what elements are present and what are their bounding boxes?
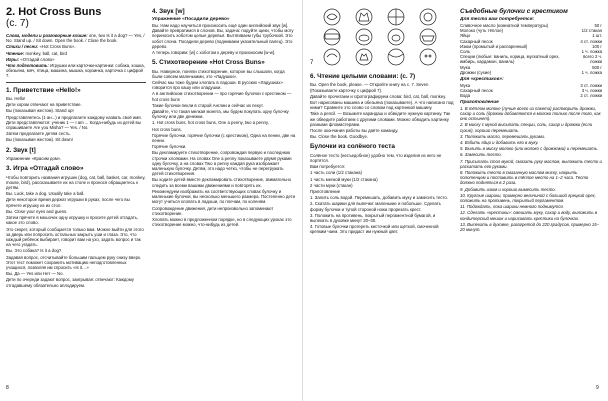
picture-grid-illustration xyxy=(316,7,444,69)
recipe-subtitle: Для теста вам потребуется: xyxy=(460,17,535,23)
ingredient-name: Яйцо xyxy=(460,33,471,39)
intro-text: monkey, ball, cat, bird xyxy=(25,50,67,56)
preparation-step: 4. Взбить яйцо и добавить его в муку. xyxy=(460,140,539,146)
section-line: Солёное тесто (несъедобное) удобно тем, что изделия из него не портятся. xyxy=(310,152,442,164)
section-line: 3. Положить на противень, покрытый пергаментной бумагой, и выпекать в духовке минут 20–30. xyxy=(310,212,436,224)
section-line: Затем предлагаете детям сесть. xyxy=(6,131,71,137)
lesson-title: 2. Hot Cross Buns xyxy=(6,6,102,18)
right-column-2 xyxy=(460,4,602,233)
section-line: А в английском стихотворении — про горячие булочки с крестиком — hot cross buns xyxy=(152,91,292,102)
intro-line xyxy=(6,63,146,79)
section-line: Take a pencil. — Возьмите карандаш и обведите нужную картинку. Так же обведите работаем с другими словами. Можно обводить картинку разными фломастерами. xyxy=(310,111,451,127)
preparation-title: Приготовление xyxy=(460,100,499,106)
ingredient-name: Молоко (чуть тёплое) xyxy=(460,28,504,34)
section-line: Вы. Это собака? Is it a dog? xyxy=(6,248,62,254)
left-page-number: 8 xyxy=(6,385,9,391)
ingredient-qty: 3 ст. ложки xyxy=(580,82,602,88)
section-line: Вы. Look, take a dog. Usually take a ball. xyxy=(6,191,85,197)
bird-picture xyxy=(324,9,340,25)
intro-text: one, two Is it a dog? — Yes, / No. Stand up. / Sit down. Open the book. / Close the book. xyxy=(6,33,145,44)
left-column-1 xyxy=(6,4,146,289)
intro-line xyxy=(6,33,146,43)
preparation-step: 11. Подождать, пока шарики немного поднимутся. xyxy=(460,204,564,210)
section-line: Давайте, что такая мелкая монета, мы будем покупать одну булочку булочку или две денежки. xyxy=(152,109,289,120)
ingredient-name: Сахарный песок xyxy=(460,38,493,44)
section-line: Вы ходите детей вместе декламировать стихотворение, звимательно следить за всеми вашими движениями и повторять их. xyxy=(152,177,292,188)
section-line: Горячие булочки. xyxy=(152,144,187,150)
left-sections xyxy=(6,87,146,288)
section-line: Вы. Open the book, please. — Откройте книгу на с. 7. Seven (Показываете карточку с цифрой 7). xyxy=(310,82,429,93)
section-title: 3. Игра «Отгадай слово» xyxy=(6,165,84,173)
preparation-step: 9. Добавить изюм и хорошо вымесить тесто. xyxy=(460,186,556,192)
ingredient-name: Сахарный песок xyxy=(460,87,493,93)
section-line: 2 части муки (стакан) xyxy=(310,182,353,188)
preparation-steps xyxy=(460,106,602,232)
right-column-1 xyxy=(310,4,454,236)
section-line: Такие булочки пекли в старой Англии и сейчас их пекут. xyxy=(152,102,264,108)
ingredient-name: Сливочное масло (комнатной температуры) xyxy=(460,23,549,28)
section-line: Чтобы повторить названия игрушек (dog, cat, ball, basket, car, monkey, mouse, bird), рассказываете их на столе и пронося обращаетесь к детям. xyxy=(6,174,146,191)
right-page xyxy=(310,4,602,392)
ingredient-name: Мука xyxy=(460,82,471,88)
preparation-step: 13. Выпекать в духовке, разогретой до 220 градусов, примерно 15–20 минут. xyxy=(460,221,600,233)
right-page-number: 9 xyxy=(596,385,599,391)
section-subtitle: Упражнение «Посадили дерево» xyxy=(152,17,230,23)
word-picture-grid xyxy=(310,7,454,69)
section-line: 1 часть соли (1/2 стакана) xyxy=(310,170,362,176)
intro-label: Стихи / песни: xyxy=(6,44,39,50)
preparation-step: 1. В тёплом молоке (лучше всего из пакета) растворить дрожжи, сахар и соль (дрожжи добавляются в молоко только после того, как оно остынет). xyxy=(460,105,601,122)
section-line: Вы. Close your eyes and guess. xyxy=(6,208,68,214)
ingredient-name: Мука xyxy=(460,64,471,70)
section-line: Это секрет, который сообщается только вам. Можно выйти для этого за дверь или попросить остальных закрыть уши и глаза. Это, что каждый ребёнок выбирает, говорит вам на ухо, задать вопрос и так на чего угадать. xyxy=(6,226,144,248)
lesson-page-ref: (с. 7) xyxy=(6,18,29,29)
lesson-intro xyxy=(6,33,146,79)
ingredient-qty: всего 2 ч. ложки xyxy=(583,54,602,65)
ingredient-qty: 3 ч. ложки xyxy=(581,87,602,93)
section-line: 1. Hot cross buns, hot cross buns, One a penny, two a penny, xyxy=(152,120,269,126)
ingredient-qty: 2 ст. ложки xyxy=(580,93,602,99)
section-line: Вы. Close the book. Goodbye. xyxy=(310,134,369,140)
ingredient-name: Дрожжи (сухие) xyxy=(460,69,492,75)
ingredient-name: Изюм (промытый и распаренный) xyxy=(460,43,528,49)
divider xyxy=(6,82,146,83)
section-line: Вам потребуется: xyxy=(310,164,346,170)
section-line: Вы. Наверное, поняли стихотворение, которое вы слышали, когда были совсем маленькими, это «Ладушки». xyxy=(152,68,285,79)
section-line: Вы. Да — Yes или Нет — No. xyxy=(6,271,64,277)
section-line: Приготовление xyxy=(310,189,341,195)
car-picture xyxy=(324,29,340,45)
section-line: Задавая вопрос, отсчитывайте большим пальцем руку снизу вверх. Этот тест поможет сохранить мотивацию неподготовленных учащихся, позволяя им спросить «Is it…» xyxy=(6,254,142,270)
section-line: Вы. Нам надо научиться произносить ещё один английский звук [w]. Давайте превратимся в слонов. Вы, задача: подуйте щеки, чтобы могу периносить хоботом целые деревья. Вытягиваем губы трубочкой. Это хобот слона. Посадили дерево (поднимаем указательный палец). Это дерево. xyxy=(152,23,294,49)
preparation-step: 3. Положить масло, перемешать руками. xyxy=(460,133,546,139)
section-line: Давайте прочитаем и сфотографируем слова: bird, cat, ball, monkey. xyxy=(310,93,447,99)
preparation-step: 6. Замесить тесто. xyxy=(460,152,502,158)
section-line: Хлопать можно в предложенном порядке, но в следующих уроках это стихотворение можно, что-нибудь из детей. xyxy=(152,216,292,228)
section-line: После окончания работы вы даёте команду. xyxy=(310,128,399,134)
recipe-title: Съедобные булочки с крестиком xyxy=(460,8,568,15)
ingredient-name: Специи (любые: ваниль, корица, мускатный орех, имбирь, кардамон, ваниль) xyxy=(460,54,560,65)
ingredient-qty: 1/2 стакан xyxy=(581,28,602,34)
section-line: Hot cross buns. xyxy=(152,126,182,132)
section-line: Представляетесь (1 ан...) и предлагаете каждому назвать своё имя. Дети представляются: ученик 1 — I am ... Когда-нибудь из детей вы спрашиваете Are you Misha? — Yes. / No. xyxy=(6,114,142,131)
section-title: Булочки из солёного теста xyxy=(310,143,395,151)
preparation-step: 8. Положить тесто в смазанную маслом миску, накрыть полотенцем и поставить в тёплое место на 1–2 часа. Тесто должно подняться в 2 раза. xyxy=(460,170,589,186)
section-line: Затем прячете в мешочек одну игрушку и просите детей отгадать, какое это слово. xyxy=(6,215,139,226)
right-column-1-sections xyxy=(310,73,454,235)
section-line: Дети некоторое время держат игрушки в руках, после чего вы прячете игрушку из их стол. xyxy=(6,197,130,208)
left-column-2-sections xyxy=(152,8,296,227)
ingredient-name: Соль xyxy=(460,49,471,55)
cat-picture-2 xyxy=(356,49,372,65)
section-line: Вы. Hello! xyxy=(6,96,26,102)
ingredient-name: Вода xyxy=(460,93,471,99)
section-line: 4. Готовые булочки протереть кисточкой или щёткой, смоченной крепким чаем. Это придаст им нужный цвет. xyxy=(310,224,439,235)
ingredient-qty: 500 г xyxy=(592,64,602,70)
page-gutter xyxy=(302,0,303,401)
left-page xyxy=(6,4,296,392)
monkey-picture xyxy=(420,9,436,25)
section-title: 6. Чтение целыми словами: (с. 7) xyxy=(310,73,416,80)
mouse-picture xyxy=(388,29,404,45)
ingredient-qty: 1 ч. ложка xyxy=(581,69,602,75)
ingredient-qty: 1 ч. ложка xyxy=(581,49,602,55)
picture-caption: 7 xyxy=(310,60,314,66)
section-line: Вы декламируете стихотворение, сопровождая первую и последнюю строчки хлопками. На словах One a penny показываете двумя руками одну булочку, а на словах Two a penny каждая рука изображает маленькую булочку. Детям, это надо четко, чтобы не перегружать детей стихотворения. xyxy=(152,150,292,177)
section-line: Упражнение «Красим дом». xyxy=(6,156,62,162)
preparation-step: 2. В миску с мукой высыпать специи, соль, сахар и дрожжи (если сухие), хорошо перемешать. xyxy=(460,122,593,133)
section-line: Вы (показывая жестом). Sit down! xyxy=(6,137,73,143)
cross-ingredient-list xyxy=(460,83,602,99)
section-line: 1. Залить соль водой. Перемешать, добавить муку и замесить тесто. xyxy=(310,195,449,201)
intro-text: «Отгадай слово» xyxy=(20,56,55,62)
ingredient-qty: 4 ст. ложки xyxy=(580,38,602,44)
preparation-step: 10. Круглые шарики, примерно величиной с большой грецкий орех, положить на противень, покрытый пергаментом. xyxy=(460,192,596,204)
section-line: Сейчас мы тоже будем хлопать в ладоши. В русских «Ладушках» говорится про кашу или оладушки. xyxy=(152,80,283,91)
section-title: 5. Стихотворение «Hot Cross Buns» xyxy=(152,59,265,67)
preparation-step: 5. Вылить в миску молоко (или молоко с дрожжами) и перемешать. xyxy=(460,146,599,152)
section-line: Горячие булочки, горячие булочки (с крестиком), Одна на пенни, две на пенни. xyxy=(152,132,296,144)
section-title: 1. Приветствие «Hello!» xyxy=(6,86,81,94)
monkey-picture-2 xyxy=(420,49,436,65)
intro-text: Игрушки или карточки-картинки: собака, кошка, обезьяна, мяч, птица, машина, мышка, корзинка, карточка с цифрой 7. xyxy=(6,63,145,79)
intro-line xyxy=(6,44,146,49)
intro-label: Чтение: xyxy=(6,50,25,56)
intro-label: Что подготовить: xyxy=(6,63,49,69)
section-line: Рекомендуем изображать на соответствующих словах булочку и маленькие булочки, вы несколько меньшего размера. Постепенно дети могут учиться хлопать в ладоши, по плечам, по коленям. xyxy=(152,188,296,205)
dog-picture xyxy=(356,29,372,45)
section-line: А теперь говорим: [w] с хоботом к дереву и произносим [w-w]. xyxy=(152,50,276,56)
intro-line xyxy=(6,57,146,62)
ingredient-row xyxy=(460,54,602,64)
section-title: 4. Звук [w] xyxy=(152,8,185,15)
section-line: 2. Скатать шарики для выпечки: маленькие и побольше. Сделать форму булочки и тупой стороной ножа прорезать крест. xyxy=(310,201,441,212)
intro-text: «Hot Cross Buns». xyxy=(39,44,76,50)
ingredient-list xyxy=(460,23,602,75)
section-line: Дети по очереди задают вопрос, заигрывая: отвечают: Каждому отгадавшему обязательно аплодируем. xyxy=(6,277,134,288)
bird-picture-2 xyxy=(324,49,340,65)
intro-label: Игры: xyxy=(6,56,20,62)
intro-line xyxy=(6,51,146,56)
ingredient-row xyxy=(460,93,602,98)
section-line: Вы (показывая жестом). Stand up! xyxy=(6,108,74,114)
section-line: 1 часть мелкой муки (1/2 стакана) xyxy=(310,176,378,182)
section-line: Сопровождение движения, дети непроизвольно запоминают стихотворение. xyxy=(152,205,274,216)
cross-title: Для «крестиков»: xyxy=(460,77,504,83)
cat-picture xyxy=(356,9,372,25)
ingredient-row xyxy=(460,70,602,75)
preparation-step: 12. Сделать «крестики»: смешать муку, сахар и воду, выложить в кондитерский мешок и нарисовать крестики на булочках. xyxy=(460,210,598,221)
section-line: Дети хором отвечают на приветствие. xyxy=(6,102,82,108)
ingredient-qty: 100 г xyxy=(592,43,602,49)
ingredient-qty: 50 г xyxy=(594,23,602,28)
preparation-step: 7. Присыпать стол мукой, смазать руку маслом, выложить тесто и раскатать его руками. xyxy=(460,158,602,169)
left-column-2 xyxy=(152,4,296,228)
intro-label: Слова, модели и разговорные клише: xyxy=(6,33,88,38)
section-title: 2. Звук [t] xyxy=(6,146,36,154)
section-line: Вот нарисованы машина и обезьяна (показываете). А что написано под ними? Сравните это слово со словом под картинкой машину. xyxy=(310,100,454,111)
ingredient-qty: 1 шт. xyxy=(592,33,602,39)
